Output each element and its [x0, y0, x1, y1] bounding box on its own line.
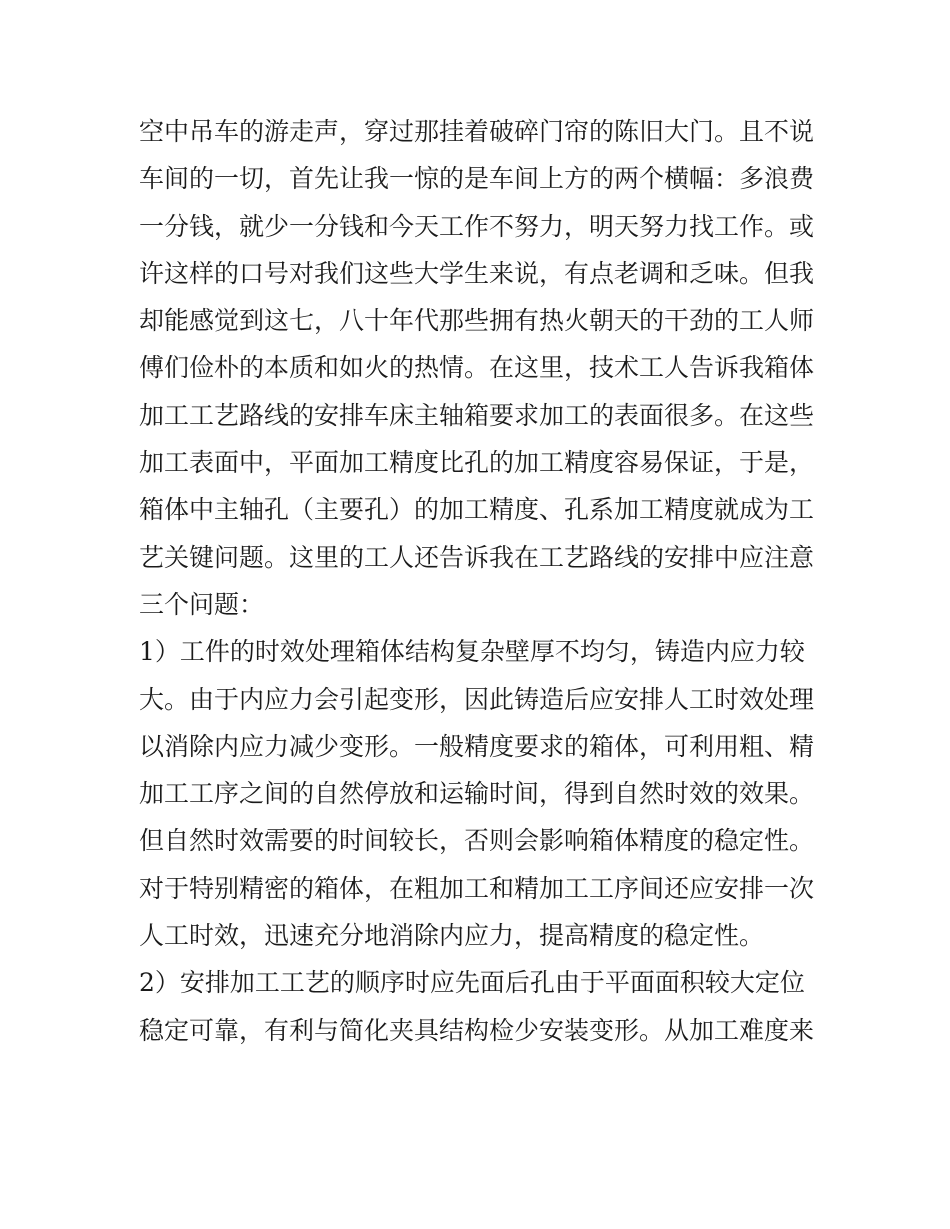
list-item-1-line-7: 人工时效，迅速充分地消除内应力，提高精度的稳定性。	[139, 921, 765, 951]
list-item-2-line-1: 2）安排加工工艺的顺序时应先面后孔由于平面面积较大定位	[139, 968, 805, 998]
text-line-4: 许这样的口号对我们这些大学生来说，有点老调和乏味。但我	[139, 258, 815, 288]
text-line-6: 傅们俭朴的本质和如火的热情。在这里，技术工人告诉我箱体	[139, 353, 815, 383]
list-item-1-line-3: 以消除内应力减少变形。一般精度要求的箱体，可利用粗、精	[139, 731, 815, 761]
text-line-3: 一分钱，就少一分钱和今天工作不努力，明天努力找工作。或	[139, 211, 815, 241]
text-line-10: 艺关键问题。这里的工人还告诉我在工艺路线的安排中应注意	[139, 542, 815, 572]
list-item-1-line-1: 1）工件的时效处理箱体结构复杂壁厚不均匀，铸造内应力较	[139, 637, 805, 667]
text-line-8: 加工表面中，平面加工精度比孔的加工精度容易保证，于是，	[139, 448, 815, 478]
text-line-5: 却能感觉到这七，八十年代那些拥有热火朝天的干劲的工人师	[139, 306, 815, 336]
body-text	[139, 108, 819, 1054]
text-line-2: 车间的一切，首先让我一惊的是车间上方的两个横幅：多浪费	[139, 164, 815, 194]
list-item-1-line-5: 但自然时效需要的时间较长，否则会影响箱体精度的稳定性。	[139, 826, 815, 856]
text-line-9: 箱体中主轴孔（主要孔）的加工精度、孔系加工精度就成为工	[139, 495, 815, 525]
text-line-11: 三个问题：	[139, 589, 265, 619]
list-item-1-line-6: 对于特别精密的箱体，在粗加工和精加工工序间还应安排一次	[139, 873, 815, 903]
text-line-7: 加工工艺路线的安排车床主轴箱要求加工的表面很多。在这些	[139, 400, 815, 430]
text-line-1: 空中吊车的游走声，穿过那挂着破碎门帘的陈旧大门。且不说	[139, 117, 815, 146]
list-item-2-line-2: 稳定可靠，有利与简化夹具结构检少安装变形。从加工难度来	[139, 1015, 815, 1045]
list-item-1-line-4: 加工工序之间的自然停放和运输时间，得到自然时效的效果。	[139, 779, 815, 809]
list-item-1-line-2: 大。由于内应力会引起变形，因此铸造后应安排人工时效处理	[139, 684, 815, 714]
